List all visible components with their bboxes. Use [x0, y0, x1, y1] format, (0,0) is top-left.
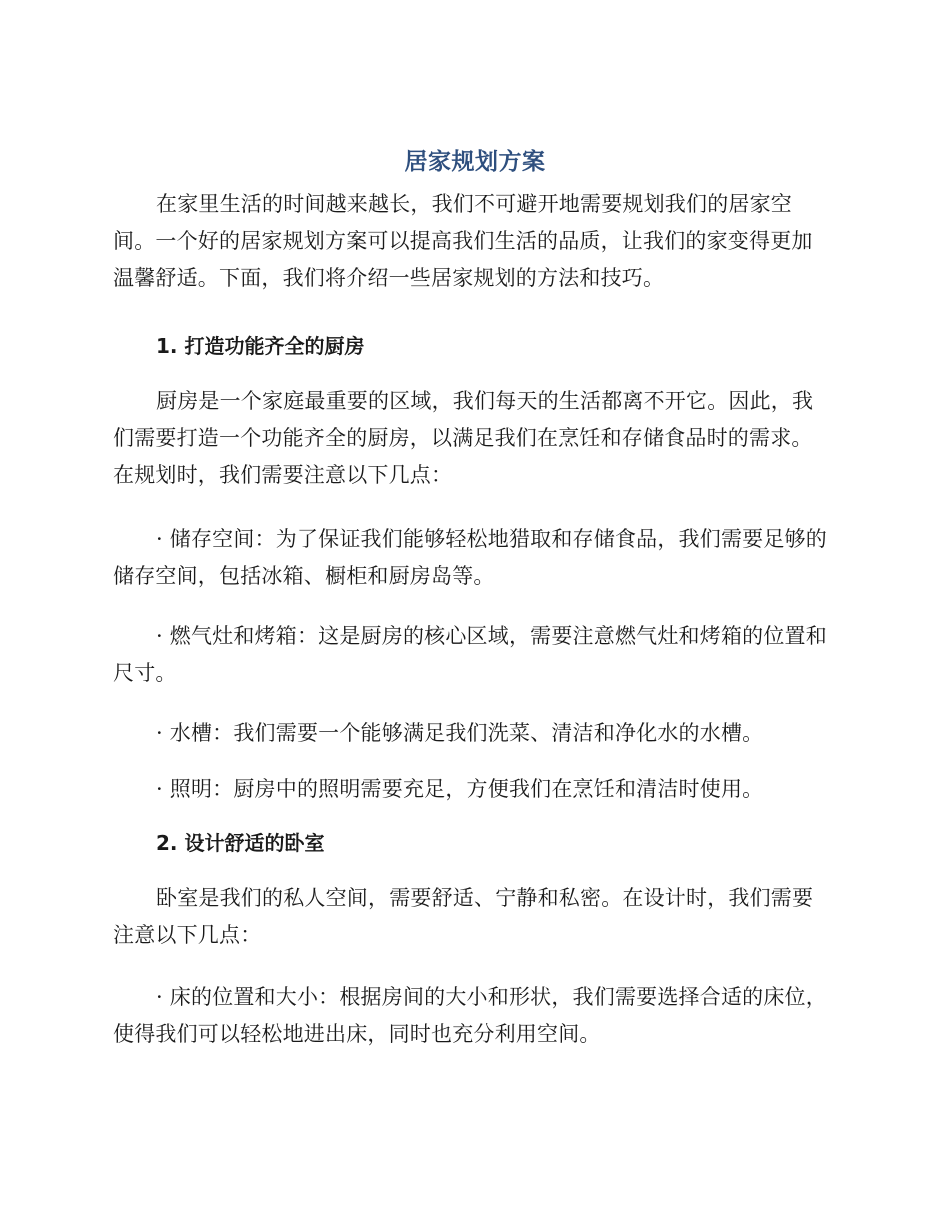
kitchen-bullet-stove: · 燃气灶和烤箱：这是厨房的核心区域，需要注意燃气灶和烤箱的位置和尺寸。 [113, 624, 827, 685]
document-title: 居家规划方案 [404, 149, 546, 175]
kitchen-bullet-lighting: · 照明：厨房中的照明需要充足，方便我们在烹饪和清洁时使用。 [156, 777, 764, 801]
intro-paragraph: 在家里生活的时间越来越长，我们不可避开地需要规划我们的居家空间。一个好的居家规划方案可以提高我们生活的品质，让我们的家变得更加温馨舒适。下面，我们将介绍一些居家规划的方法和技巧。 [113, 192, 813, 290]
kitchen-bullet-sink: · 水槽：我们需要一个能够满足我们洗菜、清洁和净化水的水槽。 [156, 721, 764, 745]
section-heading-kitchen: 1. 打造功能齐全的厨房 [156, 334, 365, 358]
kitchen-intro-paragraph: 厨房是一个家庭最重要的区域，我们每天的生活都离不开它。因此，我们需要打造一个功能齐全的厨房，以满足我们在烹饪和存储食品时的需求。在规划时，我们需要注意以下几点： [113, 389, 814, 487]
kitchen-bullet-storage: · 储存空间：为了保证我们能够轻松地猎取和存储食品，我们需要足够的储存空间，包括冰箱、橱柜和厨房岛等。 [113, 527, 827, 588]
bedroom-intro-paragraph: 卧室是我们的私人空间，需要舒适、宁静和私密。在设计时，我们需要注意以下几点： [113, 886, 814, 947]
section-heading-bedroom: 2. 设计舒适的卧室 [156, 831, 325, 855]
bedroom-bullet-bed: · 床的位置和大小：根据房间的大小和形状，我们需要选择合适的床位，使得我们可以轻松地进出床，同时也充分利用空间。 [113, 985, 827, 1046]
